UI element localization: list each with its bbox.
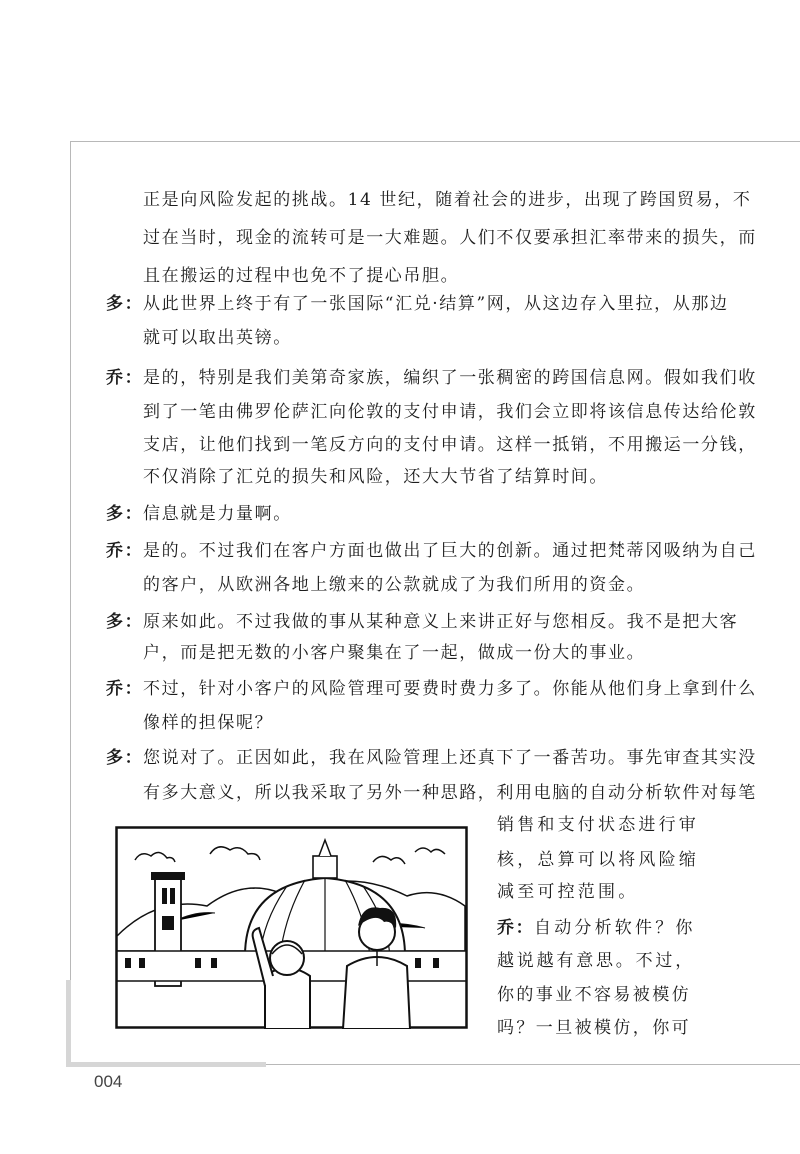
text-line: 从此世界上终于有了一张国际“汇兑·结算”网，从这边存入里拉，从那边 (143, 294, 729, 314)
text-line: 不过，针对小客户的风险管理可要费时费力多了。你能从他们身上拿到什么 (143, 679, 757, 699)
text-line: 信息就是力量啊。 (143, 504, 292, 524)
text-line: 您说对了。正因如此，我在风险管理上还真下了一番苦功。事先审查其实没 (143, 748, 757, 768)
speaker-label: 多： (106, 294, 144, 314)
text-line: 有多大意义，所以我采取了另外一种思路，利用电脑的自动分析软件对每笔 (143, 783, 757, 803)
text-line: 就可以取出英镑。 (143, 328, 292, 348)
florence-dome-illustration (115, 826, 468, 1029)
side-text-line: 自动分析软件？你 (534, 918, 696, 938)
side-text-line: 你的事业不容易被模仿 (497, 985, 691, 1005)
speaker-label: 多： (106, 612, 144, 632)
side-text-line: 减至可控范围。 (497, 882, 639, 902)
speaker-label: 乔： (106, 541, 144, 561)
text-line: 不仅消除了汇兑的损失和风险，还大大节省了结算时间。 (143, 467, 608, 487)
page-number: 004 (94, 1072, 123, 1091)
text-line: 像样的担保呢？ (143, 713, 274, 733)
text-line: 是的。不过我们在客户方面也做出了巨大的创新。通过把梵蒂冈吸纳为自己 (143, 541, 757, 561)
text-line: 正是向风险发起的挑战。14 世纪，随着社会的进步，出现了跨国贸易，不 (143, 190, 752, 210)
text-line: 是的，特别是我们美第奇家族，编织了一张稠密的跨国信息网。假如我们收 (143, 368, 757, 388)
speaker-label: 乔： (106, 368, 144, 388)
side-text-line: 吗？一旦被模仿，你可 (497, 1018, 691, 1038)
side-text-line: 核，总算可以将风险缩 (497, 850, 699, 870)
speaker-label: 多： (106, 504, 144, 524)
text-line: 到了一笔由佛罗伦萨汇向伦敦的支付申请，我们会立即将该信息传达给伦敦 (143, 402, 757, 422)
text-line: 户，而是把无数的小客户聚集在了一起，做成一份大的事业。 (143, 643, 646, 663)
speaker-label: 乔： (497, 918, 535, 938)
text-line: 过在当时，现金的流转可是一大难题。人们不仅要承担汇率带来的损失，而 (143, 228, 757, 248)
text-line: 的客户，从欧洲各地上缴来的公款就成了为我们所用的资金。 (143, 575, 646, 595)
text-line: 且在搬运的过程中也免不了提心吊胆。 (143, 266, 460, 286)
text-line: 原来如此。不过我做的事从某种意义上来讲正好与您相反。我不是把大客 (143, 612, 739, 632)
side-text-line: 销售和支付状态进行审 (497, 815, 699, 835)
text-line: 支店，让他们找到一笔反方向的支付申请。这样一抵销，不用搬运一分钱， (143, 435, 757, 455)
speaker-label: 乔： (106, 679, 144, 699)
side-text-line: 越说越有意思。不过， (497, 951, 695, 971)
speaker-label: 多： (106, 748, 144, 768)
